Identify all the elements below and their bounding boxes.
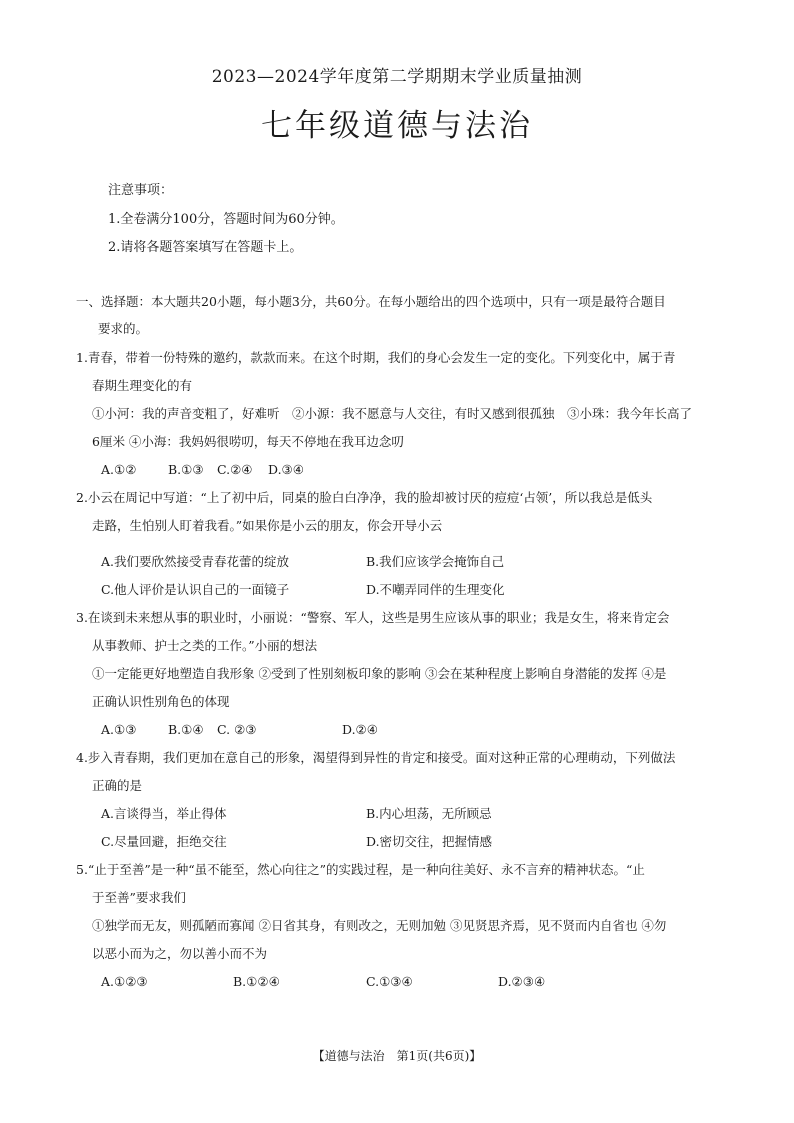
option-a: A.①②③: [101, 974, 148, 989]
question-statement: ①小河：我的声音变粗了，好难听 ②小源：我不愿意与人交往，有时又感到很孤独 ③小珠：我今年长高了: [92, 406, 693, 421]
question-stem: 于至善”要求我们: [92, 890, 186, 905]
question-stem: 3.在谈到未来想从事的职业时，小丽说：“警察、军人，这些是男生应该从事的职业；我是女生，将来肯定会: [76, 610, 670, 625]
option-d: D.不嘲弄同伴的生理变化: [366, 582, 505, 597]
option-c: C.尽量回避，拒绝交往: [101, 834, 227, 849]
option-a: A.①②: [101, 462, 137, 477]
option-c: C. ②③: [217, 722, 257, 737]
question-statement: 6厘米 ④小海：我妈妈很唠叨，每天不停地在我耳边念叨: [92, 434, 404, 449]
option-b: B.①④: [168, 722, 204, 737]
option-d: D.②③④: [498, 974, 546, 989]
option-a: A.①③: [101, 722, 137, 737]
option-d: D.密切交往，把握情感: [366, 834, 493, 849]
option-b: B.内心坦荡，无所顾忌: [366, 806, 492, 821]
question-statement: ①独学而无友，则孤陋而寡闻 ②日省其身，有则改之，无则加勉 ③见贤思齐焉，见不贤而内自省也 ④勿: [92, 918, 667, 933]
option-b: B.①③: [168, 462, 204, 477]
question-stem: 4.步入青春期，我们更加在意自己的形象，渴望得到异性的肯定和接受。面对这种正常的心理萌动，下列做法: [76, 750, 676, 765]
page-footer: 【道德与法治 第1页(共6页)】: [312, 1049, 482, 1063]
question-stem: 春期生理变化的有: [92, 378, 193, 393]
option-b: B.我们应该学会掩饰自己: [366, 554, 505, 569]
question-stem: 5.“止于至善”是一种“虽不能至，然心向往之”的实践过程，是一种向往美好、永不言弃的精神状态。“止: [76, 862, 645, 877]
option-d: D.②④: [342, 722, 378, 737]
notice-item: 2.请将各题答案填写在答题卡上。: [108, 240, 303, 255]
question-stem: 正确的是: [92, 778, 143, 793]
question-statement: 正确认识性别角色的体现: [92, 694, 230, 709]
question-stem: 1.青春，带着一份特殊的邀约，款款而来。在这个时期，我们的身心会发生一定的变化。下列变化中，属于青: [76, 350, 676, 365]
option-a: A.言谈得当，举止得体: [101, 806, 227, 821]
notice-heading: 注意事项：: [108, 183, 174, 198]
section-instructions-cont: 要求的。: [98, 321, 149, 336]
option-c: C.①③④: [366, 974, 413, 989]
exam-subtitle: 2023—2024学年度第二学期期末学业质量抽测: [211, 67, 583, 87]
question-stem: 2.小云在周记中写道：“上了初中后，同桌的脸白白净净，我的脸却被讨厌的痘痘‘占领’，所以我总是低头: [76, 490, 653, 505]
option-c: C.②④: [217, 462, 253, 477]
exam-title: 七年级道德与法治: [261, 108, 533, 144]
question-stem: 走路，生怕别人盯着我看。”如果你是小云的朋友，你会开导小云: [92, 518, 443, 533]
option-c: C.他人评价是认识自己的一面镜子: [101, 582, 290, 597]
notice-item: 1.全卷满分100分，答题时间为60分钟。: [108, 212, 344, 227]
option-a: A.我们要欣然接受青春花蕾的绽放: [101, 554, 290, 569]
option-d: D.③④: [268, 462, 304, 477]
question-statement: ①一定能更好地塑造自我形象 ②受到了性别刻板印象的影响 ③会在某种程度上影响自身潜能的发挥 ④是: [92, 666, 667, 681]
question-stem: 从事教师、护士之类的工作。”小丽的想法: [92, 638, 318, 653]
option-b: B.①②④: [233, 974, 280, 989]
section-instructions: 一、选择题：本大题共20小题，每小题3分，共60分。在每小题给出的四个选项中，只有一项是最符合题目: [76, 294, 666, 309]
question-statement: 以恶小而为之，勿以善小而不为: [92, 946, 268, 961]
